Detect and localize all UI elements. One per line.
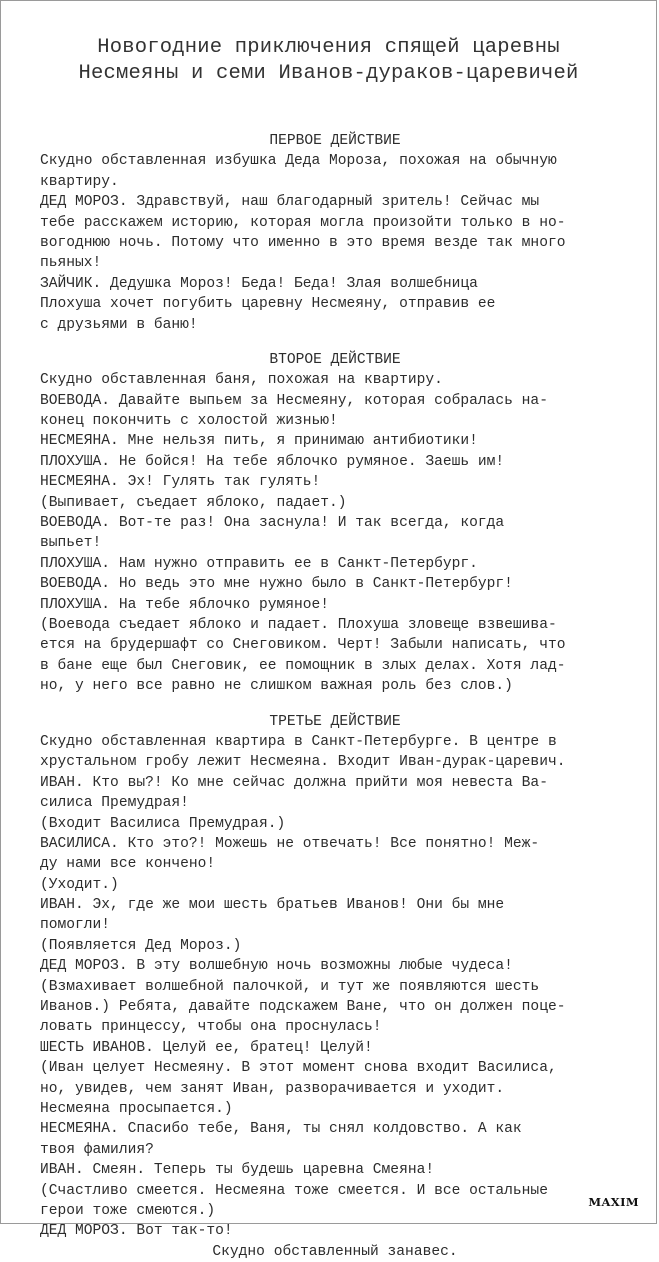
text-line: (Входит Василиса Премудрая.) (40, 815, 286, 832)
act-1-heading: ПЕРВОЕ ДЕЙСТВИЕ (269, 133, 401, 149)
text-line: ШЕСТЬ ИВАНОВ. Целуй ее, братец! Целуй! (40, 1039, 373, 1056)
text-line: Скудно обставленная баня, похожая на квартиру. (40, 372, 443, 389)
text-line: ВОЕВОДА. Давайте выпьем за Несмеяну, которая собралась на- (40, 392, 548, 409)
text-line: (Уходит.) (40, 876, 119, 893)
play-title (1, 35, 656, 87)
text-line: хрустальном гробу лежит Несмеяна. Входит Иван-дурак-царевич. (40, 754, 566, 771)
text-line: (Взмахивает волшебной палочкой, и тут же появляются шесть (40, 978, 540, 995)
text-line: Скудно обставленная квартира в Санкт-Петербурге. В центре в (40, 733, 557, 750)
text-line: силиса Премудрая! (40, 795, 189, 812)
text-line: ДЕД МОРОЗ. Здравствуй, наш благодарный зритель! Сейчас мы (40, 194, 540, 211)
text-line: (Появляется Дед Мороз.) (40, 937, 242, 954)
act-2-heading: ВТОРОЕ ДЕЙСТВИЕ (269, 351, 401, 368)
text-line: НЕСМЕЯНА. Мне нельзя пить, я принимаю антибиотики! (40, 433, 478, 450)
text-line: ИВАН. Смеян. Теперь ты будешь царевна Смеяна! (40, 1162, 435, 1179)
text-line: но, у него все равно не слишком важная роль без слов.) (40, 678, 513, 695)
act-3-heading: ТРЕТЬЕ ДЕЙСТВИЕ (269, 713, 401, 730)
text-line: квартиру. (40, 173, 119, 190)
text-line: пьяных! (40, 255, 102, 272)
text-line: ду нами все кончено! (40, 856, 216, 873)
text-line: ИВАН. Эх, где же мои шесть братьев Иванов! Они бы мне (40, 897, 505, 914)
text-line: ПЛОХУША. Нам нужно отправить ее в Санкт-Петербург. (40, 555, 478, 572)
text-line: ВОЕВОДА. Вот-те раз! Она заснула! И так всегда, когда (40, 515, 505, 532)
text-line: НЕСМЕЯНА. Спасибо тебе, Ваня, ты снял колдовство. А как (40, 1121, 522, 1138)
text-line: вогоднюю ночь. Потому что именно в это время везде так много (40, 234, 566, 251)
text-line: выпьет! (40, 535, 102, 552)
text-line: в бане еще был Снеговик, ее помощник в злых делах. Хотя лад- (40, 657, 566, 674)
text-line: Скудно обставленная избушка Деда Мороза, похожая на обычную (40, 153, 557, 170)
title-line-2: Несмеяны и семи Иванов-дураков-царевичей (78, 62, 579, 85)
text-line: Иванов.) Ребята, давайте подскажем Ване, что он должен поце- (40, 999, 566, 1016)
text-line: ПЛОХУША. Не бойся! На тебе яблочко румяное. Заешь им! (40, 453, 505, 470)
text-line: герои тоже смеются.) (40, 1202, 216, 1219)
text-line: (Выпивает, съедает яблоко, падает.) (40, 494, 347, 511)
text-line: ется на брудершафт со Снеговиком. Черт! Забыли написать, что (40, 637, 566, 654)
text-line: ВАСИЛИСА. Кто это?! Можешь не отвечать! Все понятно! Меж- (40, 835, 540, 852)
closing-line: Скудно обставленный занавес. (212, 1243, 458, 1260)
play-text (40, 131, 630, 1262)
maxim-logo: MAXIM (588, 1195, 639, 1209)
text-line: (Счастливо смеется. Несмеяна тоже смеется. И все остальные (40, 1182, 548, 1199)
text-line: тебе расскажем историю, которая могла произойти только в но- (40, 214, 566, 231)
text-line: помогли! (40, 917, 111, 934)
text-line: с друзьями в баню! (40, 316, 198, 333)
text-line: (Воевода съедает яблоко и падает. Плохуша зловеще взвешива- (40, 616, 557, 633)
text-line: но, увидев, чем занят Иван, разворачивается и уходит. (40, 1080, 505, 1097)
text-line: ВОЕВОДА. Но ведь это мне нужно было в Санкт-Петербург! (40, 576, 513, 593)
title-line-1: Новогодние приключения спящей царевны (97, 36, 560, 59)
text-line: ДЕД МОРОЗ. Вот так-то! (40, 1223, 233, 1240)
text-line: Плохуша хочет погубить царевну Несмеяну, отправив ее (40, 296, 496, 313)
text-line: твоя фамилия? (40, 1141, 154, 1158)
text-line: ЗАЙЧИК. Дедушка Мороз! Беда! Беда! Злая волшебница (40, 275, 478, 292)
text-line: ловать принцессу, чтобы она проснулась! (40, 1019, 382, 1036)
text-line: НЕСМЕЯНА. Эх! Гулять так гулять! (40, 474, 321, 491)
text-line: ДЕД МОРОЗ. В эту волшебную ночь возможны любые чудеса! (40, 958, 513, 975)
text-line: Несмеяна просыпается.) (40, 1100, 233, 1117)
text-line: ИВАН. Кто вы?! Ко мне сейчас должна прийти моя невеста Ва- (40, 774, 548, 791)
text-line: ПЛОХУША. На тебе яблочко румяное! (40, 596, 330, 613)
text-line: конец покончить с холостой жизнью! (40, 413, 338, 430)
text-line: (Иван целует Несмеяну. В этот момент снова входит Василиса, (40, 1060, 557, 1077)
